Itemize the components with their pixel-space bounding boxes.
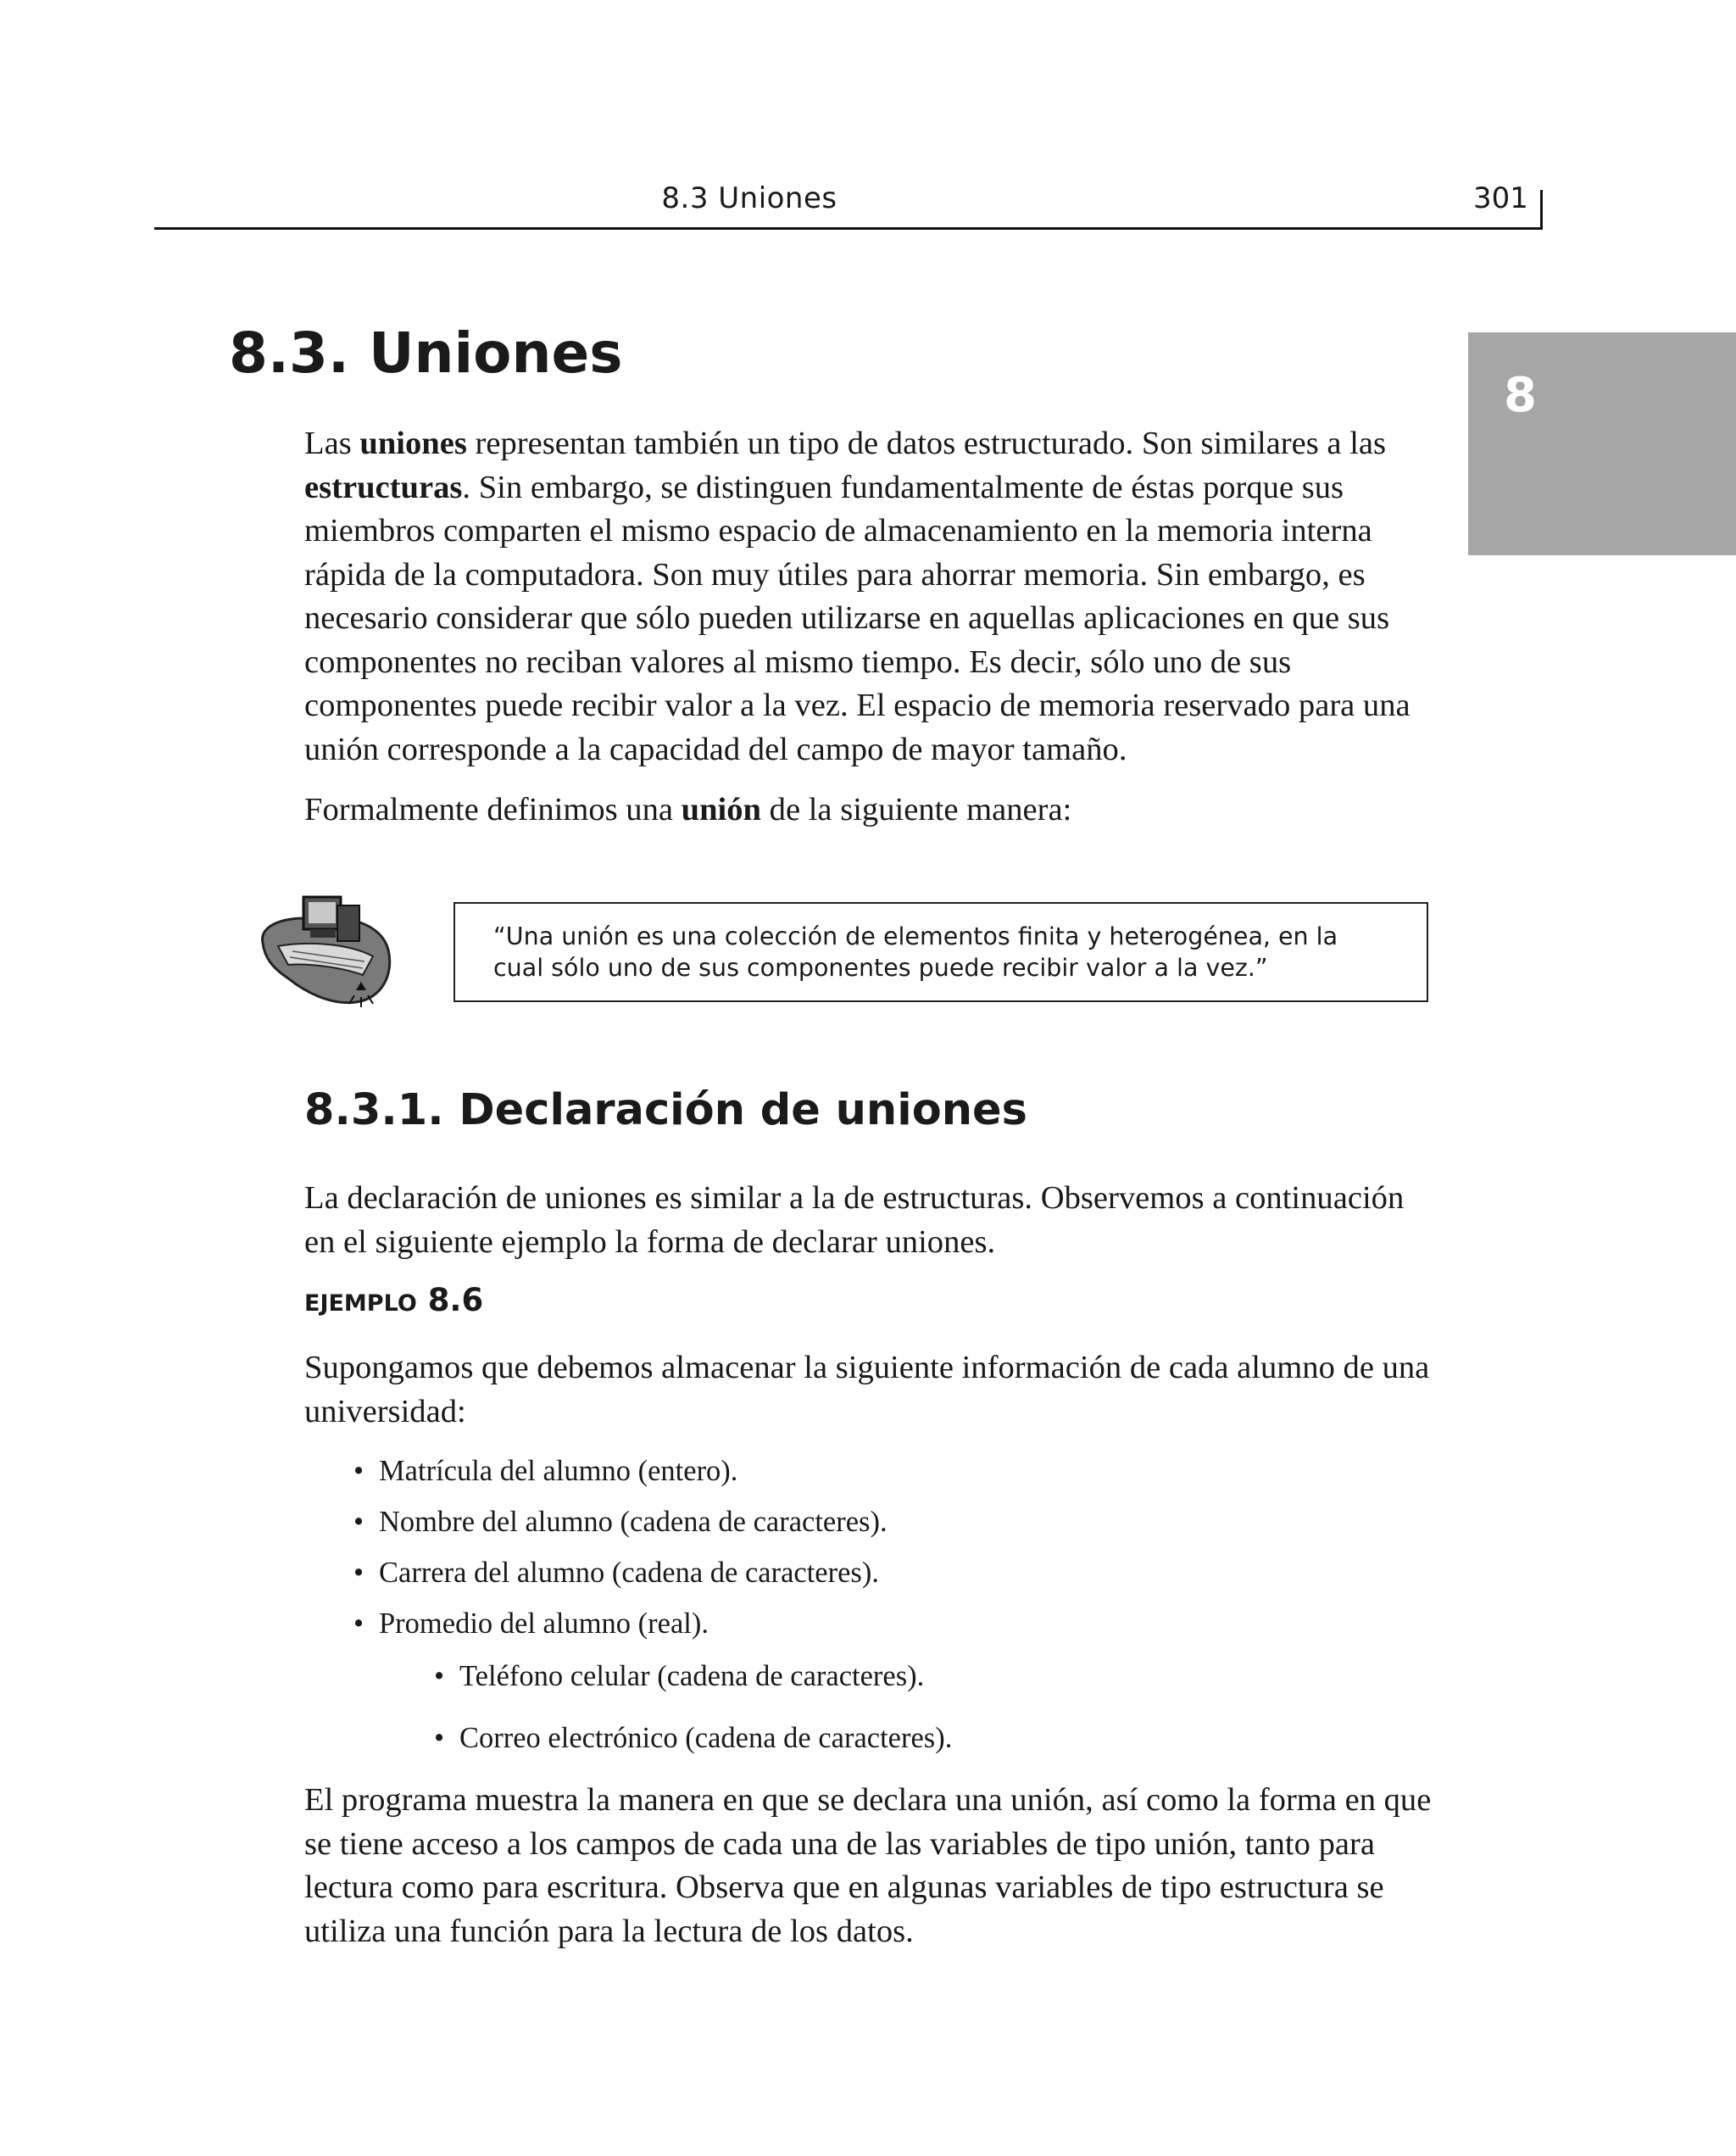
section-title: 8.3. Uniones <box>229 320 623 386</box>
example-label-number: 8.6 <box>427 1282 484 1318</box>
example-label-word: EJEMPLO <box>304 1290 417 1317</box>
declaration-paragraph: La declaración de uniones es similar a la de estructuras. Observemos a continuación en el siguiente ejemplo la forma de declarar uniones. <box>304 1180 1405 1260</box>
header-rule-tick <box>1540 190 1543 230</box>
term-union: unión <box>681 792 762 827</box>
list-item: • Nombre del alumno (cadena de caracteres). <box>379 1505 887 1539</box>
header-rule <box>154 227 1543 230</box>
page-number: 301 <box>1473 181 1528 215</box>
intro-paragraph: Las uniones representan también un tipo de datos estructurado. Son similares a las estructuras. Sin embargo, se distinguen fundamentalmente de éstas porque sus miembros comparten el mismo espacio de almacenamiento en la memoria interna rápida de la computadora. Son muy útiles para ahorrar memoria. Sin embargo, es necesario considerar que sólo pueden utilizarse en aquellas aplicaciones en que sus componentes no reciban valores al mismo tiempo. Es decir, sólo uno de sus componentes puede recibir valor a la vez. El espacio de memoria reservado para una unión corresponde a la capacidad del campo de mayor tamaño. <box>304 426 1410 767</box>
term-estructuras: estructuras <box>304 469 463 505</box>
example-paragraph: Supongamos que debemos almacenar la siguiente información de cada alumno de una universidad: <box>304 1350 1430 1429</box>
definition-box: “Una unión es una colección de elementos finita y heterogénea, en la cual sólo uno de sus componentes puede recibir valor a la vez.” <box>453 902 1428 1002</box>
list-item: • Matrícula del alumno (entero). <box>379 1454 737 1488</box>
term-uniones: uniones <box>359 426 467 461</box>
running-header-title: 8.3 Uniones <box>661 181 837 215</box>
program-paragraph: El programa muestra la manera en que se declara una unión, así como la forma en que se tiene acceso a los campos de cada una de las variables de tipo unión, tanto para lectura como para escritura. Observa que en algunas variables de tipo estructura se utiliza una función para la lectura de los datos. <box>304 1782 1432 1949</box>
list-item: • Carrera del alumno (cadena de caracteres). <box>379 1556 879 1590</box>
sub-list-item: • Correo electrónico (cadena de caracteres). <box>459 1721 952 1755</box>
example-label <box>304 1282 483 1318</box>
computer-on-keyboard-icon <box>254 890 398 1011</box>
chapter-tab-number: 8 <box>1504 368 1537 423</box>
list-item: • Promedio del alumno (real). <box>379 1607 709 1641</box>
sub-list-item: • Teléfono celular (cadena de caracteres). <box>459 1659 924 1693</box>
definition-lead-paragraph: Formalmente definimos una unión de la siguiente manera: <box>304 792 1072 827</box>
subsection-title: 8.3.1. Declaración de uniones <box>304 1085 1028 1135</box>
chapter-tab <box>1468 332 1736 555</box>
